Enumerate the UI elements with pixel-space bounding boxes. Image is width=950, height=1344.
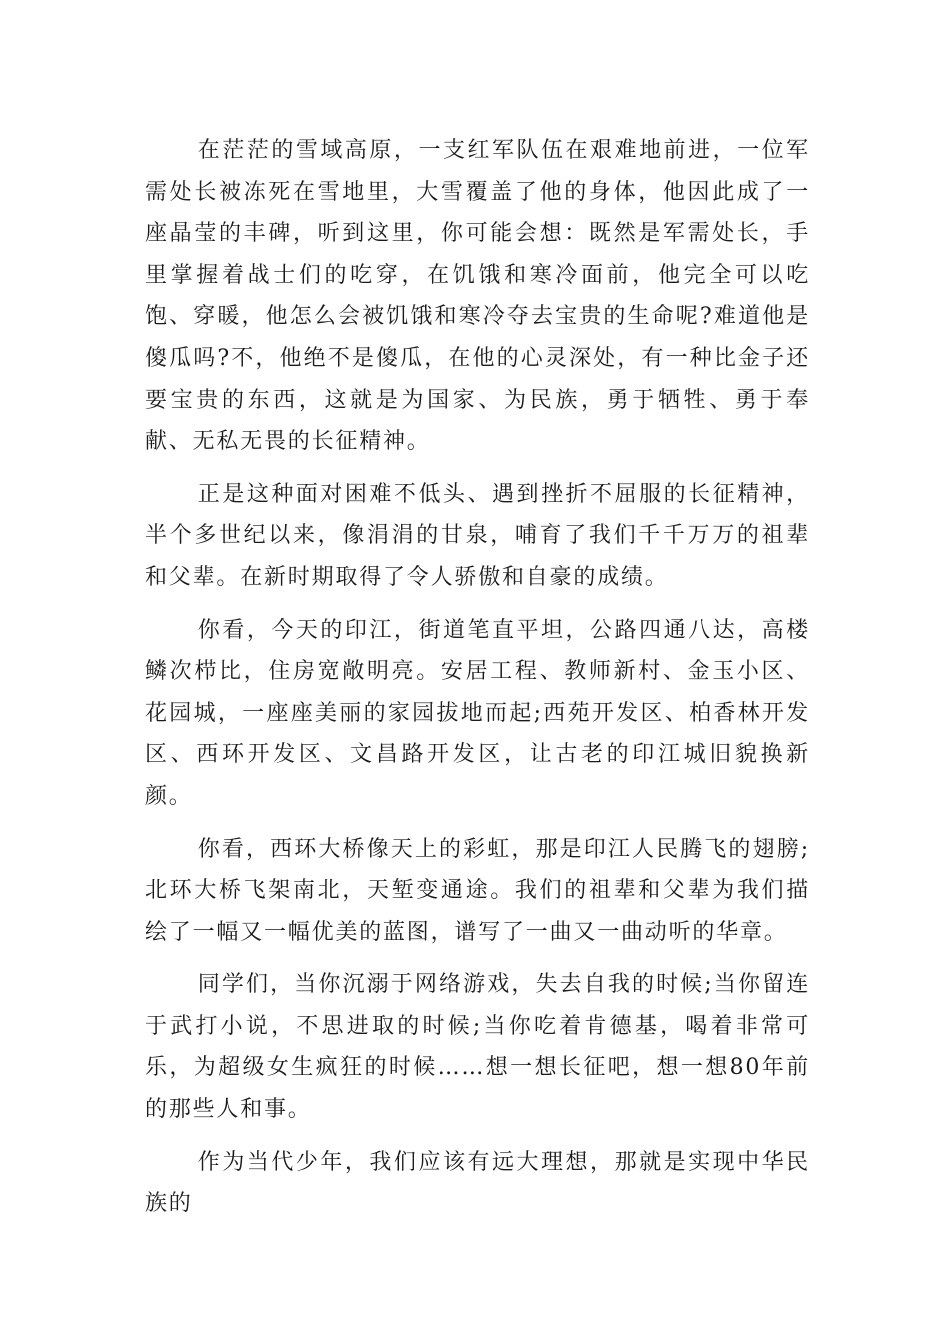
paragraph-2: 正是这种面对困难不低头、遇到挫折不屈服的长征精神，半个多世纪以来，像涓涓的甘泉，哺育了我们千千万万的祖辈和父辈。在新时期取得了令人骄傲和自豪的成绩。 (145, 481, 810, 590)
paragraph-1: 在茫茫的雪域高原，一支红军队伍在艰难地前进，一位军需处长被冻死在雪地里，大雪覆盖了他的身体，他因此成了一座晶莹的丰碑，听到这里，你可能会想：既然是军需处长，手里掌握着战士们的吃穿，在饥饿和寒冷面前，他完全可以吃饱、穿暖，他怎么会被饥饿和寒冷夺去宝贵的生命呢?难道他是傻瓜吗?不，他绝不是傻瓜，在他的心灵深处，有一种比金子还要宝贵的东西，这就是为国家、为民族，勇于牺牲、勇于奉献、无私无畏的长征精神。 (145, 138, 810, 455)
paragraph-3: 你看，今天的印江，街道笔直平坦，公路四通八达，高楼鳞次栉比，住房宽敞明亮。安居工程、教师新村、金玉小区、花园城，一座座美丽的家园拔地而起;西苑开发区、柏香林开发区、西环开发区、文昌路开发区，让古老的印江城旧貌换新颜。 (145, 617, 810, 809)
document-body (145, 130, 810, 1236)
paragraph-6: 作为当代少年，我们应该有远大理想，那就是实现中华民族的 (145, 1149, 810, 1217)
paragraph-5: 同学们，当你沉溺于网络游戏，失去自我的时候;当你留连于武打小说，不思进取的时候;当你吃着肯德基，喝着非常可乐，为超级女生疯狂的时候……想一想长征吧，想一想80年前的那些人和事。 (145, 972, 810, 1123)
paragraph-4: 你看，西环大桥像天上的彩虹，那是印江人民腾飞的翅膀;北环大桥飞架南北，天堑变通途。我们的祖辈和父辈为我们描绘了一幅又一幅优美的蓝图，谱写了一曲又一曲动听的华章。 (145, 836, 810, 945)
